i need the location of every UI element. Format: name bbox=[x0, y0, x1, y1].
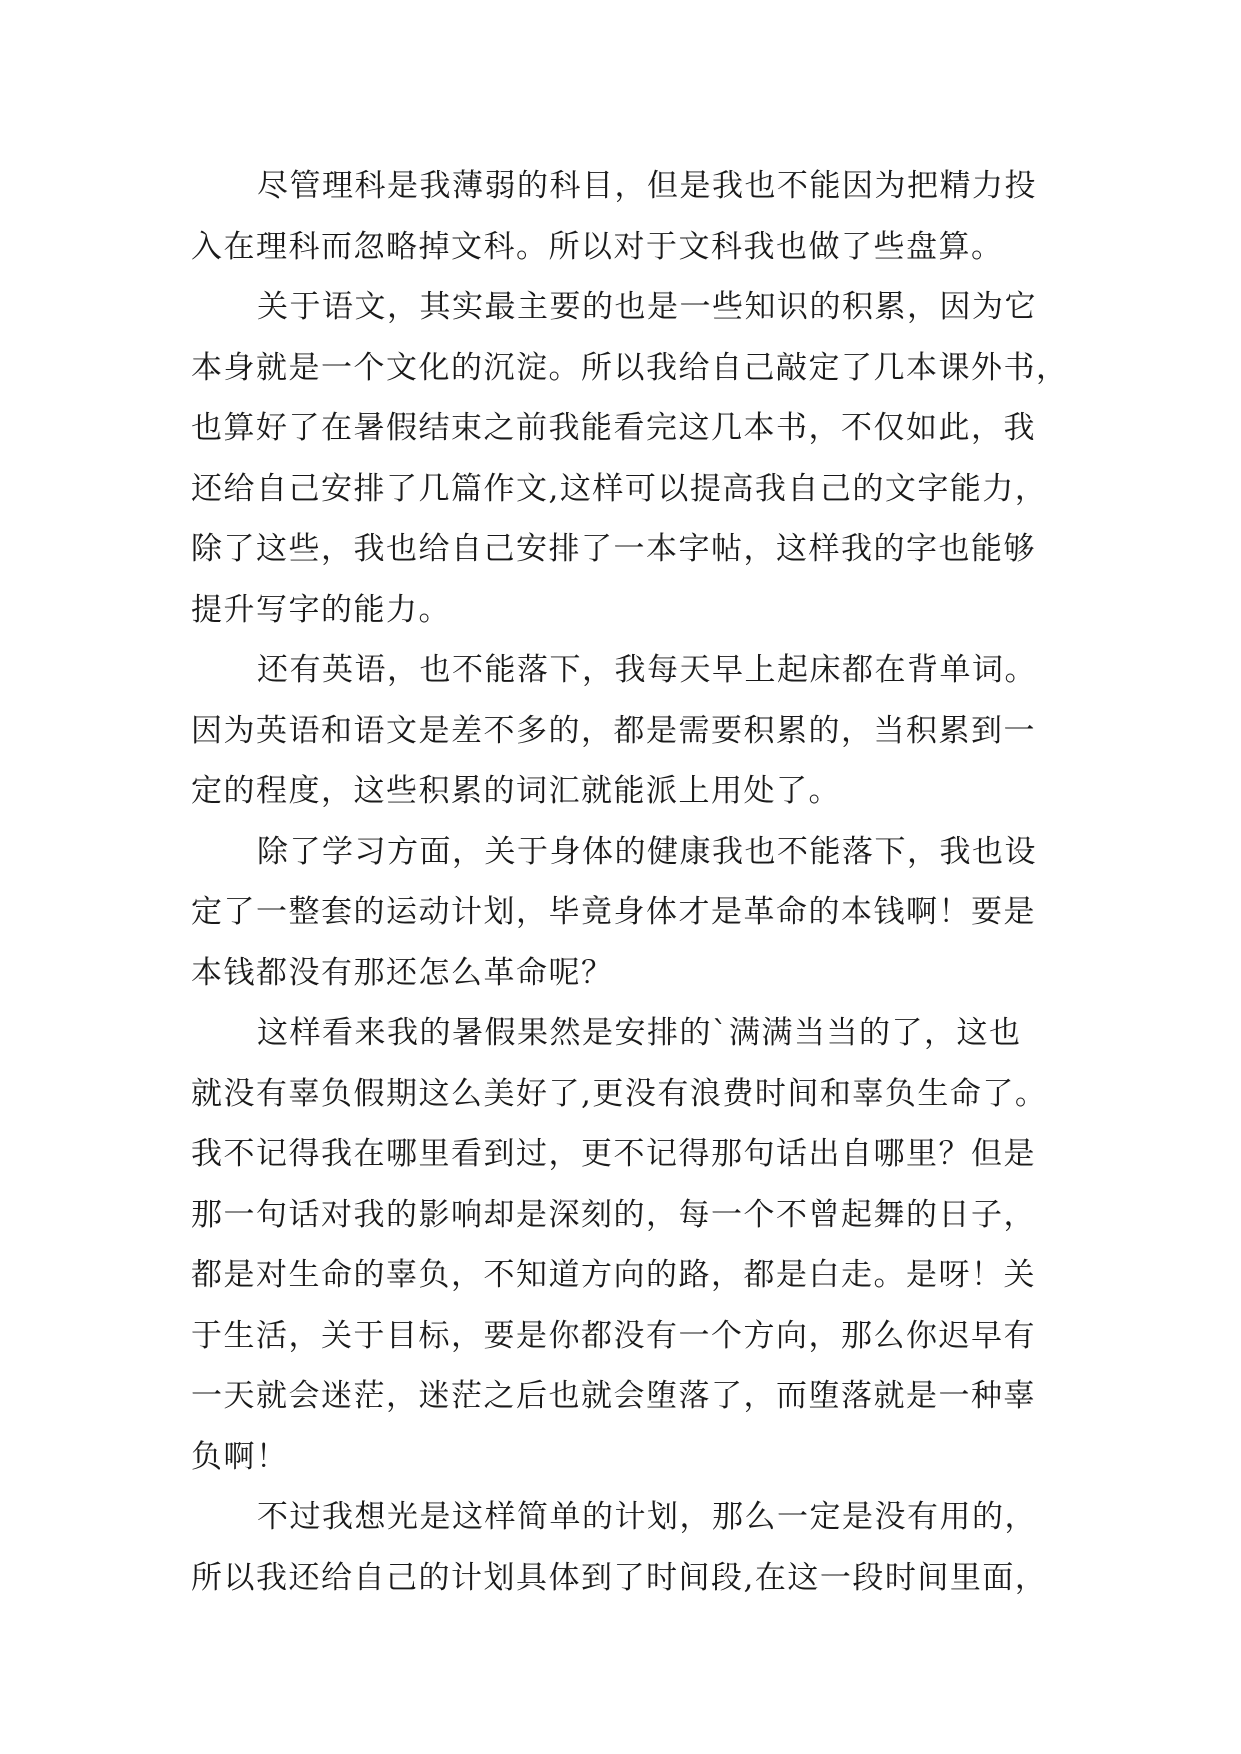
text-line: 关于语文，其实最主要的也是一些知识的积累，因为它 bbox=[257, 289, 1037, 325]
text-line: 负啊！ bbox=[191, 1438, 289, 1475]
text-line: 都是对生命的辜负，不知道方向的路，都是白走。是呀！关 bbox=[191, 1257, 1036, 1293]
text-line: 不过我想光是这样简单的计划，那么一定是没有用的， bbox=[257, 1499, 1037, 1535]
text-line: 我不记得我在哪里看到过，更不记得那句话出自哪里？但是 bbox=[191, 1136, 1036, 1172]
text-line: 本身就是一个文化的沉淀。所以我给自己敲定了几本课外书， bbox=[191, 349, 1069, 386]
text-line: 除了学习方面，关于身体的健康我也不能落下，我也设 bbox=[257, 833, 1037, 870]
text-line: 还有英语，也不能落下，我每天早上起床都在背单词。 bbox=[257, 652, 1037, 688]
text-line: 除了这些，我也给自己安排了一本字帖，这样我的字也能够 bbox=[191, 531, 1036, 567]
text-line: 也算好了在暑假结束之前我能看完这几本书，不仅如此，我 bbox=[191, 410, 1036, 446]
text-line: 本钱都没有那还怎么革命呢？ bbox=[191, 954, 614, 991]
text-line: 尽管理科是我薄弱的科目，但是我也不能因为把精力投 bbox=[257, 168, 1037, 204]
text-line: 这样看来我的暑假果然是安排的`满满当当的了，这也 bbox=[257, 1015, 1022, 1051]
text-line: 定了一整套的运动计划，毕竟身体才是革命的本钱啊！要是 bbox=[191, 894, 1036, 930]
text-line: 所以我还给自己的计划具体到了时间段,在这一段时间里面， bbox=[191, 1559, 1048, 1596]
text-line: 因为英语和语文是差不多的，都是需要积累的，当积累到一 bbox=[191, 712, 1036, 749]
body-text bbox=[191, 156, 1069, 1608]
text-line: 入在理科而忽略掉文科。所以对于文科我也做了些盘算。 bbox=[191, 228, 1004, 265]
text-line: 提升写字的能力。 bbox=[191, 591, 451, 628]
text-line: 定的程度，这些积累的词汇就能派上用处了。 bbox=[191, 773, 841, 809]
text-line: 就没有辜负假期这么美好了,更没有浪费时间和辜负生命了。 bbox=[191, 1075, 1048, 1112]
text-line: 那一句话对我的影响却是深刻的，每一个不曾起舞的日子， bbox=[191, 1196, 1036, 1233]
text-line: 一天就会迷茫，迷茫之后也就会堕落了，而堕落就是一种辜 bbox=[191, 1378, 1036, 1414]
text-line: 于生活，关于目标，要是你都没有一个方向，那么你迟早有 bbox=[191, 1317, 1036, 1354]
text-line: 还给自己安排了几篇作文,这样可以提高我自己的文字能力， bbox=[191, 470, 1048, 507]
